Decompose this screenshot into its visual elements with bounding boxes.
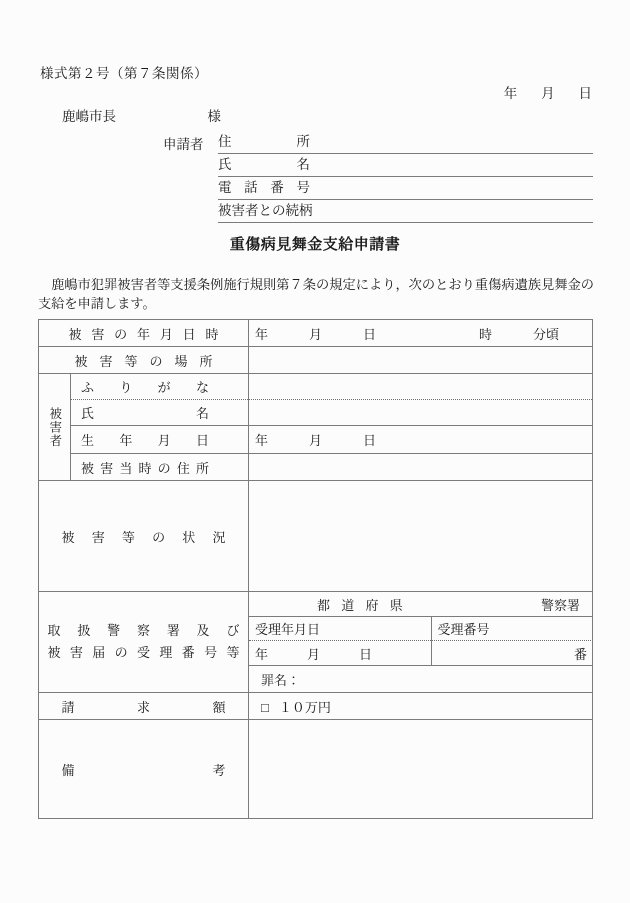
incident-situation-label-cell: [39, 481, 249, 592]
police-label-line1: 取 扱 警 察 署 及 び: [47, 623, 240, 638]
date-month-label: 月: [541, 86, 555, 101]
incident-datetime-value[interactable]: [249, 320, 593, 347]
victim-address-label: 被 害 当 時 の 住 所: [81, 460, 209, 476]
receipt-date-value[interactable]: [249, 641, 431, 666]
remarks-label: 備 考: [61, 762, 226, 778]
incident-place-label: 被 害 等 の 場 所: [74, 353, 213, 369]
applicant-address-label: 住 所: [218, 134, 310, 149]
police-receipt-cell: [249, 617, 593, 666]
receipt-number-value[interactable]: [431, 641, 593, 666]
victim-birthdate-value[interactable]: [249, 426, 593, 454]
claim-amount-option: １０万円: [278, 699, 331, 715]
intro-paragraph: 鹿嶋市犯罪被害者等支援条例施行規則第７条の規定により，次のとおり重傷病遺族見舞金の支給を申請します。: [38, 277, 594, 311]
incident-day-label: 日: [363, 326, 377, 342]
receipt-date-label: 受理年月日: [249, 617, 431, 641]
document-title: 重傷病見舞金支給申請書: [229, 237, 401, 253]
table-row-victim-birthdate: [39, 426, 593, 454]
applicant-label: 申請者: [163, 137, 204, 152]
date-year-label: 年: [503, 86, 518, 101]
form-number: 様式第２号（第７条関係）: [40, 66, 208, 81]
receipt-month-label: 月: [307, 646, 321, 662]
police-receipt-value-row: [249, 641, 593, 666]
claim-amount-label: 請 求 額: [61, 699, 226, 715]
addressee-line: [62, 105, 221, 125]
incident-situation-value[interactable]: [249, 481, 593, 592]
date-day-label: 日: [578, 86, 592, 101]
incident-situation-label: 被 害 等 の 状 況: [61, 529, 226, 545]
applicant-fields: [218, 131, 593, 223]
victim-birth-day-label: 日: [363, 433, 377, 448]
victim-furigana-label-cell: [71, 374, 249, 400]
receipt-number-unit: 番: [573, 646, 587, 662]
police-prefecture-label: 都 道 府 県: [317, 597, 407, 613]
claim-amount-value[interactable]: [249, 693, 593, 720]
victim-birth-year-label: 年: [255, 433, 269, 448]
police-receipt-header-row: [249, 617, 593, 641]
police-label-line2: 被 害 届 の 受 理 番 号 等: [47, 645, 240, 660]
table-row-victim-name: [39, 400, 593, 426]
applicant-phone-row[interactable]: [218, 177, 593, 200]
receipt-number-label: 受理番号: [431, 617, 593, 641]
addressee-honorific: 様: [207, 109, 221, 124]
applicant-name-row[interactable]: [218, 154, 593, 177]
applicant-address-row[interactable]: [218, 131, 593, 154]
victim-birthdate-label: 生 年 月 日: [81, 433, 209, 448]
table-row-police-prefecture: [39, 592, 593, 617]
applicant-relationship-row[interactable]: [218, 200, 593, 223]
document-date-line: [504, 82, 592, 102]
police-prefecture-row[interactable]: [249, 592, 593, 617]
receipt-day-label: 日: [359, 646, 373, 662]
victim-furigana-value[interactable]: [249, 374, 593, 400]
applicant-phone-label: 電 話 番 号: [218, 180, 310, 195]
victim-address-label-cell: [71, 454, 249, 481]
addressee-name: 鹿嶋市長: [62, 109, 116, 124]
victim-furigana-label: ふ り が な: [81, 380, 209, 395]
remarks-value[interactable]: [249, 720, 593, 819]
victim-name-label: 氏 名: [81, 406, 209, 421]
victim-birth-month-label: 月: [309, 433, 323, 448]
incident-place-value[interactable]: [249, 347, 593, 374]
victim-birthdate-label-cell: [71, 426, 249, 454]
incident-year-label: 年: [255, 326, 269, 342]
crime-name-value[interactable]: [249, 666, 593, 693]
table-row-victim-address: [39, 454, 593, 481]
victim-section-label-cell: [39, 374, 71, 481]
police-label: [39, 620, 248, 664]
incident-place-label-cell: [39, 347, 249, 374]
table-row-victim-furigana: [39, 374, 593, 400]
table-row-claim-amount: [39, 693, 593, 720]
victim-section-label: 被害者: [47, 406, 62, 448]
incident-month-label: 月: [309, 326, 323, 342]
police-receipt-subtable: [249, 617, 593, 665]
incident-minute-label: 分頃: [533, 326, 560, 342]
incident-datetime-label: 被 害 の 年 月 日 時: [68, 326, 219, 342]
applicant-name-label: 氏 名: [218, 157, 310, 172]
table-row-remarks: [39, 720, 593, 819]
table-row-incident-datetime: [39, 320, 593, 347]
police-label-cell: [39, 592, 249, 693]
receipt-year-label: 年: [255, 646, 269, 662]
crime-name-label: 罪名：: [261, 672, 301, 688]
victim-address-value[interactable]: [249, 454, 593, 481]
police-station-label: 警察署: [540, 597, 580, 613]
table-row-incident-situation: [39, 481, 593, 592]
application-table: [38, 319, 593, 819]
victim-name-value[interactable]: [249, 400, 593, 426]
applicant-relationship-label: 被害者との続柄: [218, 203, 313, 218]
victim-name-label-cell: [71, 400, 249, 426]
claim-amount-label-cell: [39, 693, 249, 720]
incident-datetime-label-cell: [39, 320, 249, 347]
claim-amount-checkbox[interactable]: □: [261, 699, 269, 715]
table-row-incident-place: [39, 347, 593, 374]
remarks-label-cell: [39, 720, 249, 819]
incident-hour-label: 時: [479, 326, 493, 342]
